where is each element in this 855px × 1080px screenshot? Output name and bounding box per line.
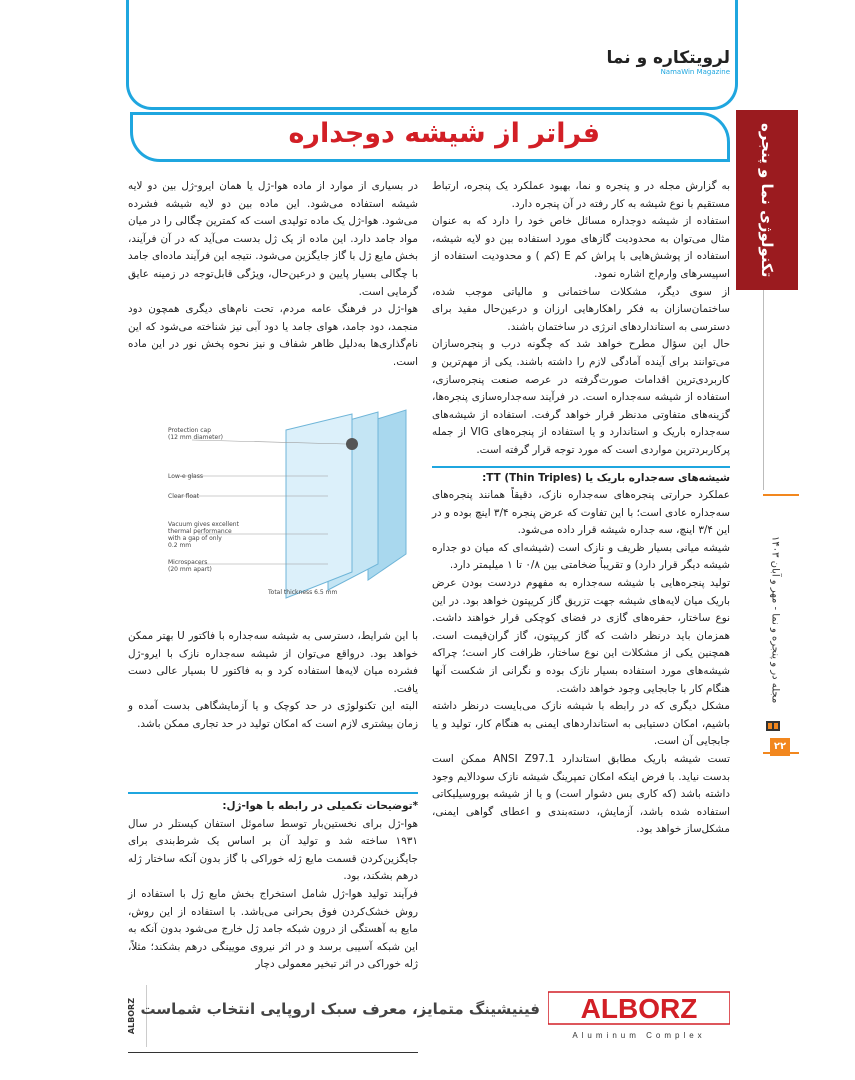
paragraph: هوا-ژل در فرهنگ عامه مردم، تحت نام‌های دیگری همچون دود منجمد، دود جامد، هوای جامد یا دود آبی نیز شناخته می‌شود که این نام‌گذاری‌ها به‌دلیل ظاهر شفاف و نیز نحوه پخش نور در این ماده است. bbox=[128, 303, 418, 368]
magazine-logo[interactable] bbox=[606, 48, 730, 82]
ad-brand: ALBORZ bbox=[580, 993, 698, 1024]
diagram-caption: Total thickness 6.5 mm bbox=[268, 589, 338, 596]
page-number: ۲۲ bbox=[770, 738, 790, 756]
ad-brand-sub: Aluminum Complex bbox=[572, 1031, 706, 1040]
article-title: فراتر از شیشه دوجداره bbox=[288, 118, 600, 149]
window-icon bbox=[765, 718, 781, 734]
left-column-mid bbox=[128, 628, 418, 734]
logo-sub-text: NamaWin Magazine bbox=[660, 68, 730, 76]
diagram-label-cap: Protection cap (12 mm diameter) bbox=[168, 427, 224, 441]
logo-main-text: لرویتکاره و نما bbox=[606, 48, 730, 68]
issue-label-wrap bbox=[764, 512, 786, 727]
issue-label: مجله در و پنجره و نما - مهر و آبان ۱۴۰۳ bbox=[769, 535, 781, 704]
diagram-label-lowe: Low-e glass bbox=[168, 473, 203, 480]
section-tab-label: تکنولوژی نما و پنجره bbox=[758, 122, 776, 278]
note-rule bbox=[128, 792, 418, 794]
paragraph: هوا-ژل برای نخستین‌بار توسط ساموئل استفان کیستلر در سال ۱۹۳۱ ساخته شد و تولید آن بر اساس یک شرط‌بندی برای جایگزین‌کردن قسمت مایع ژله خوراکی با گاز بدون آنکه ساختار ژله درهم بشکند، بود. bbox=[128, 817, 418, 883]
protection-cap-icon bbox=[346, 438, 358, 450]
paragraph: استفاده از شیشه دوجداره مسائل خاص خود را دارد که به عنوان مثال می‌توان به محدودیت گازهای مورد استفاده بین دو لایه شیشه، استفاده از پوشش‌هایی با پراش کم E (کم ) و محدودیت استفاده از اسپیسرهای وارم‌اج اشاره نمود. bbox=[432, 215, 730, 280]
paragraph: عملکرد حرارتی پنجره‌های سه‌جداره نازک، دقیقاً همانند پنجره‌های سه‌جداره عادی است؛ با این تفاوت که عرض پنجره ۳/۴ اینچ بوده و در این ۳/۴ اینچ، سه جداره شیشه قرار داده می‌شود. bbox=[432, 489, 730, 537]
sidebar-divider bbox=[763, 290, 764, 490]
ad-tagline: فینیشینگ متمایز، معرف سبک اروپایی انتخاب شماست bbox=[140, 1000, 540, 1018]
subheading-rule bbox=[432, 466, 730, 468]
paragraph: به گزارش مجله در و پنجره و نما، بهبود عملکرد یک پنجره، ارتباط مستقیم با نوع شیشه به کار رفته در آن پنجره دارد. bbox=[432, 180, 730, 210]
paragraph: تست شیشه باریک مطابق استاندارد ANSI Z97.1 ممکن است بدست نیاید. با فرض اینکه امکان تمپرینگ شیشه نازک سودالایم وجود داشته باشد (که کاری بس دشوار است) و یا از شیشه بوروسیلیکاتی استفاده شده باشد، آزمایش، دسته‌بندی و اعطای گواهی ایمنی، مشکل‌ساز خواهد بود. bbox=[432, 753, 730, 836]
paragraph: البته این تکنولوژی در حد کوچک و یا آزمایشگاهی بدست آمده و زمان بیشتری لازم است که امکان تولید در حد تجاری ممکن باشد. bbox=[128, 700, 418, 730]
paragraph: حال این سؤال مطرح خواهد شد که چگونه درب و پنجره‌سازان می‌توانند برای آینده آمادگی لازم را داشته باشند. یکی از مهم‌ترین و کاربردی‌ترین اقدامات صورت‌گرفته در عرصه صنعت پنجره‌سازی، استفاده از شیشه سه‌جداره است. در فرآیند سه‌جداره‌سازی پنجره‌ها، گزینه‌های متفاوتی مدنظر قرار خواهد گرفت. استفاده از شیشه‌های سه‌جداره باریک و استاندارد و یا استفاده از پنجره‌های VIG از جمله پرکاربردترین مواردی است که مورد توجه قرار گرفته است. bbox=[432, 338, 731, 456]
paragraph: فرآیند تولید هوا-ژل شامل استخراج بخش مایع ژل با استفاده از روش خشک‌کردن فوق بحرانی می‌باشد. با استفاده از این روش، مایع به آهستگی از درون شبکه جامد ژل خارج می‌شود بدون آنکه به این شبکه آسیبی برسد و در اثر نیروی مویینگی درهم بشکند؛ مثلاً، ژله خوراکی در اثر تبخیر معمولی دچار bbox=[128, 887, 418, 971]
paragraph: تولید پنجره‌هایی با شیشه سه‌جداره به مفهوم دردست بودن عرض باریک میان لایه‌های شیشه جهت تزریق گاز کریپتون خواهد بود. در این نوع ساختار، حفره‌های گازی در فضای کوچکی قرار خواهند داشت. همزمان باید درنظر داشت که گاز کریپتون، گاز گران‌قیمت است. همچنین یکی از مشکلات این نوع ساختار، ظرافت کار است؛ چراکه شیشه‌های مورد استفاده بسیار نازک بوده و نگرانی از شکست آنها هنگام کار با جابجایی وجود خواهد داشت. bbox=[432, 577, 730, 695]
glass-pane-front bbox=[286, 414, 352, 598]
glass-diagram bbox=[128, 404, 414, 600]
diagram-label-float: Clear float bbox=[168, 493, 200, 500]
paragraph: با این شرایط، دسترسی به شیشه سه‌جداره با فاکتور U بهتر ممکن خواهد بود. درواقع می‌توان از شیشه سه‌جداره نازک با ایرو-ژل فشرده میان لایه‌ها استفاده کرد و به فاکتور U بسیار عالی دست یافت. bbox=[128, 630, 418, 695]
section-tab-label-wrap bbox=[736, 110, 798, 290]
left-column-bottom bbox=[128, 798, 418, 974]
paragraph: شیشه میانی بسیار ظریف و نازک است (شیشه‌ای که میان دو جداره شیشه دیگر قرار دارد) و تقریباً ضخامتی بین ۰/۸ تا ۱ میلیمتر دارد. bbox=[432, 541, 730, 572]
paragraph: از سوی دیگر، مشکلات ساختمانی و مالیاتی موجب شده، ساختمان‌سازان به فکر راهکارهایی ارزان و درعین‌حال مفید برای دسترسی به استانداردهای انرژی در ساختمان باشند. bbox=[432, 285, 730, 333]
diagram-label-spacers: Microspacers (20 mm apart) bbox=[168, 559, 212, 573]
alborz-logo[interactable] bbox=[548, 990, 730, 1044]
glass-diagram-svg bbox=[128, 404, 414, 600]
right-column bbox=[432, 178, 730, 839]
sidebar-accent-top bbox=[763, 494, 799, 496]
ad-side-brand: ALBORZ bbox=[126, 997, 136, 1035]
paragraph: در بسیاری از موارد از ماده هوا-ژل یا همان ایرو-ژل بین دو لایه شیشه استفاده می‌شود. این ماده بین دو لایه شیشه فشرده می‌شود. هوا-ژل یک ماده تولیدی است که کمترین چگالی را در میان مواد جامد دارد. این ماده از یک ژل بدست می‌آید که در آن فرآیند، بخش مایع ژل با گاز جایگزین می‌شود. نتیجه این فرآیند ماده‌ای جامد با چگالی بسیار پایین و درعین‌حال، ویژگی قابل‌توجه در زمینه عایق گرمایی است. bbox=[128, 180, 418, 298]
sidebar-accent-bottom bbox=[763, 752, 799, 754]
note-title: *توضیحات تکمیلی در رابطه با هوا-ژل: bbox=[222, 800, 418, 812]
column-end-rule bbox=[128, 1052, 418, 1053]
ad-side-brand-wrap bbox=[124, 985, 138, 1047]
paragraph: مشکل دیگری که در رابطه با شیشه نازک می‌بایست درنظر داشته باشیم، امکان دستیابی به استانداردهای ایمنی به هنگام کار، تولید و یا جابجایی آن است. bbox=[432, 700, 730, 748]
left-column-top bbox=[128, 178, 418, 372]
diagram-label-vacuum: Vacuum gives excellent thermal performance with a gap of only 0.2 mm bbox=[168, 521, 239, 549]
subheading: شیشه‌های سه‌جداره باریک یا TT (Thin Triples): bbox=[482, 471, 730, 484]
